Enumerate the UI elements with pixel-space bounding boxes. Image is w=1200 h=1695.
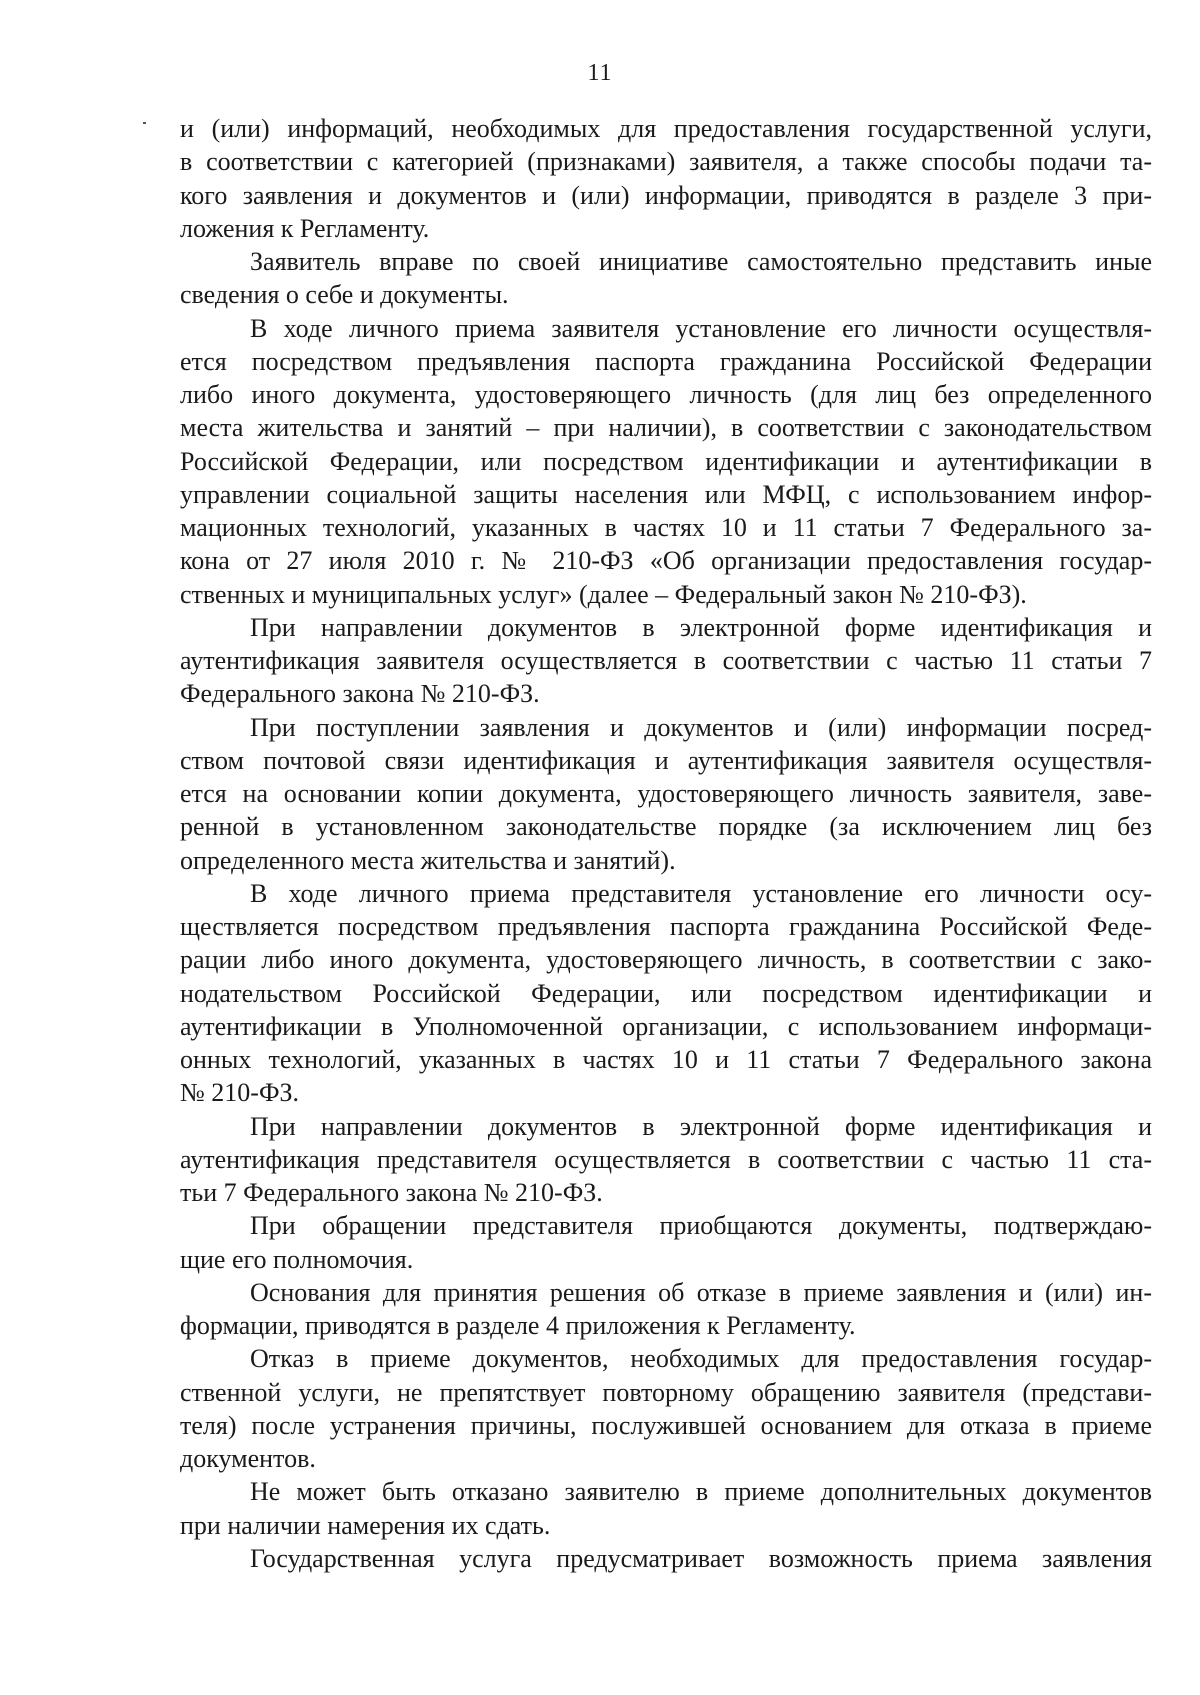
text-line: при наличии намерения их сдать. [180,1510,551,1540]
text-line: ством почтовой связи идентификация и аутентификация заявителя осуществля- [180,745,1152,775]
text-line: Не может быть отказано заявителю в приеме дополнительных документов [250,1477,1152,1507]
text-line: ется на основании копии документа, удостоверяющего личность заявителя, заве- [180,779,1152,808]
text-line: кона от 27 июля 2010 г. № 210-ФЗ «Об организации предоставления государ- [180,546,1152,576]
text-line: места жительства и занятий – при наличии), в соответствии с законодательством [180,413,1152,443]
text-line: сведения о себе и документы. [180,280,509,310]
text-line: При направлении документов в электронной форме идентификация и [250,1111,1152,1141]
page-number: 11 [587,60,613,86]
text-line: ственных и муниципальных услуг» (далее – Федеральный закон № 210-ФЗ). [180,579,1027,609]
text-line: аутентификация заявителя осуществляется в соответствии с частью 11 статьи 7 [180,646,1152,675]
text-line: аутентификации в Уполномоченной организации, с использованием информаци- [180,1011,1152,1041]
text-line: щие его полномочия. [180,1244,414,1274]
text-line: № 210-ФЗ. [180,1078,300,1108]
text-line: ется посредством предъявления паспорта гражданина Российской Федерации [180,346,1152,376]
text-line: Государственная услуга предусматривает возможность приема заявления [250,1543,1152,1573]
text-line: рации либо иного документа, удостоверяющего личность, в соответствии с зако- [180,945,1152,975]
text-line: определенного места жительства и занятий). [180,845,676,875]
text-line: мационных технологий, указанных в частях 10 и 11 статьи 7 Федерального за- [180,513,1152,542]
scan-speck [143,122,146,124]
text-line: управлении социальной защиты населения или МФЦ, с использованием инфор- [180,479,1152,509]
text-line: Российской Федерации, или посредством идентификации и аутентификации в [180,446,1152,476]
text-line: онных технологий, указанных в частях 10 и 11 статьи 7 Федерального закона [180,1045,1152,1074]
text-line: В ходе личного приема представителя установление его личности осу- [250,878,1152,908]
text-line: аутентификация представителя осуществляется в соответствии с частью 11 ста- [180,1144,1152,1174]
text-line: в соответствии с категорией (признаками) заявителя, а также способы подачи та- [180,147,1152,177]
text-line: ложения к Регламенту. [180,213,430,243]
text-line: тьи 7 Федерального закона № 210-ФЗ. [180,1178,603,1207]
text-line: При обращении представителя приобщаются документы, подтверждаю- [250,1211,1152,1241]
text-line: ренной в установленном законодательстве порядке (за исключением лиц без [180,812,1152,842]
text-line: теля) после устранения причины, послужившей основанием для отказа в приеме [180,1410,1152,1440]
text-line: Отказ в приеме документов, необходимых для предоставления государ- [250,1344,1152,1374]
text-line: Основания для принятия решения об отказе в приеме заявления и (или) ин- [250,1277,1152,1307]
text-line: ществляется посредством предъявления паспорта гражданина Российской Феде- [180,912,1152,941]
document-body [180,112,1152,1575]
text-line: либо иного документа, удостоверяющего личность (для лиц без определенного [180,380,1152,409]
text-line: формации, приводятся в разделе 4 приложения к Регламенту. [180,1311,856,1340]
text-line: Федерального закона № 210-ФЗ. [180,679,540,709]
text-line: и (или) информаций, необходимых для предоставления государственной услуги, [180,114,1152,143]
text-line: кого заявления и документов и (или) информации, приводятся в разделе 3 при- [180,180,1152,210]
text-line: Заявитель вправе по своей инициативе самостоятельно представить иные [250,247,1152,276]
text-line: ственной услуги, не препятствует повторному обращению заявителя (представи- [180,1377,1152,1407]
text-line: При направлении документов в электронной форме идентификация и [250,612,1152,642]
text-line: документов. [180,1444,316,1473]
text-line: В ходе личного приема заявителя установление его личности осуществля- [250,313,1152,343]
text-line: При поступлении заявления и документов и (или) информации посред- [250,712,1152,742]
text-line: нодательством Российской Федерации, или посредством идентификации и [180,978,1152,1008]
